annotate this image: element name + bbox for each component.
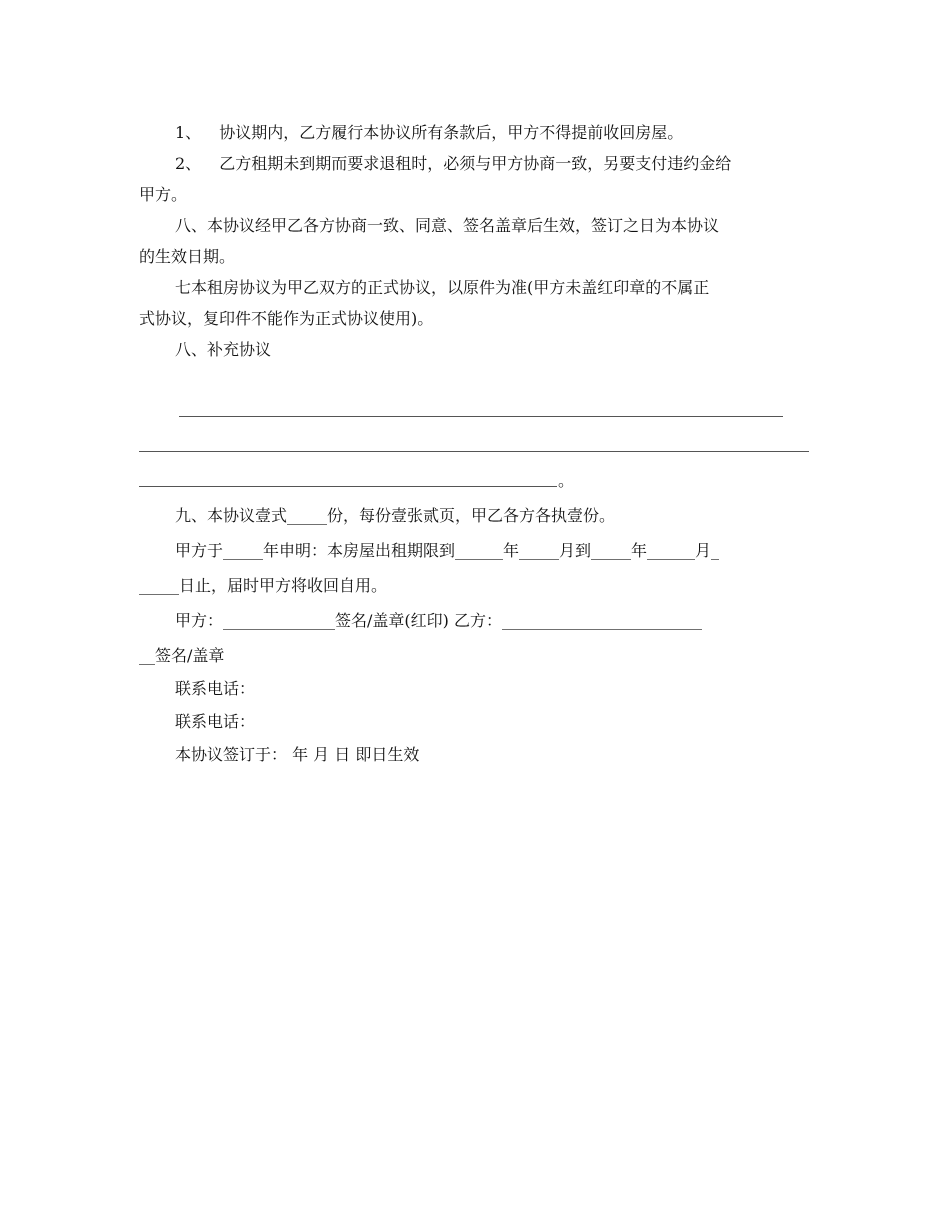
contact-phone-2: 联系电话： (175, 712, 256, 731)
section-7-original-continued: 式协议，复印件不能作为正式协议使用)。 (139, 309, 434, 328)
signature-line-continued: __签名/盖章 (139, 646, 225, 665)
section-7-original: 七本租房协议为甲乙双方的正式协议，以原件为准(甲方未盖红印章的不属正 (175, 278, 710, 297)
owner-notice-continued: _____日止，届时甲方将收回自用。 (139, 576, 388, 595)
supplement-line-2 (139, 451, 809, 452)
clause-2 (139, 148, 811, 179)
supplement-line-3 (139, 486, 557, 487)
clause-1-number: 1、 (175, 123, 202, 142)
section-9-copies: 九、本协议壹式_____份，每份壹张贰页，甲乙各方各执壹份。 (175, 506, 616, 525)
clause-1 (139, 117, 811, 148)
supplement-end-mark: 。 (558, 471, 575, 490)
signing-date: 本协议签订于： 年 月 日 即日生效 (175, 745, 420, 764)
signature-line: 甲方：______________签名/盖章(红印) 乙方：_________________________ (175, 611, 702, 630)
section-8-effective: 八、本协议经甲乙各方协商一致、同意、签名盖章后生效，签订之日为本协议 (175, 216, 720, 235)
clause-2-text: 乙方租期未到期而要求退租时，必须与甲方协商一致，另要支付违约金给 (219, 154, 732, 173)
document-body-lower (139, 500, 811, 770)
owner-notice: 甲方于_____年申明：本房屋出租期限到______年_____月到_____年______月_ (175, 541, 720, 560)
clause-2-number: 2、 (175, 154, 202, 173)
clause-1-text: 协议期内，乙方履行本协议所有条款后，甲方不得提前收回房屋。 (219, 123, 684, 142)
document-body (139, 117, 811, 365)
contact-phone-1: 联系电话： (175, 679, 256, 698)
section-8-effective-continued: 的生效日期。 (139, 247, 236, 266)
section-8-supplement-heading: 八、补充协议 (175, 340, 272, 359)
supplement-line-1 (179, 416, 783, 417)
clause-2-continued: 甲方。 (139, 185, 188, 204)
